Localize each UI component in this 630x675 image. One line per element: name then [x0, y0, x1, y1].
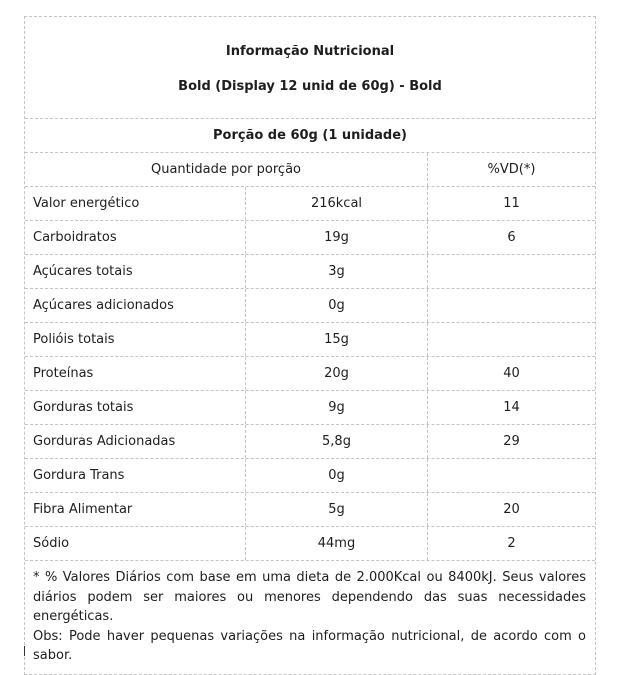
nutrient-vd: 40 [503, 366, 520, 381]
product-name: Bold (Display 12 unid de 60g) - Bold [178, 79, 442, 94]
table-row [25, 323, 595, 357]
nutrient-vd [428, 459, 595, 492]
nutrient-quantity: 3g [246, 255, 428, 288]
nutrient-name: Sódio [25, 527, 246, 560]
table-row [25, 357, 595, 391]
daily-values-note: * % Valores Diários com base em uma dieta de 2.000Kcal ou 8400kJ. Seus valores diários podem ser maiores ou menores dependendo das suas necessidades energéticas. [33, 570, 586, 624]
nutrient-vd: 20 [503, 502, 520, 517]
table-row [25, 221, 595, 255]
table-row [25, 391, 595, 425]
nutrient-quantity: 216kcal [246, 187, 428, 220]
column-header-row [25, 153, 595, 187]
nutrient-vd: 11 [503, 196, 520, 211]
vd-header: %VD(*) [487, 162, 536, 177]
table-row [25, 459, 595, 493]
nutrient-name: Valor energético [25, 187, 246, 220]
nutrition-facts-table [24, 16, 596, 675]
nutrient-quantity: 9g [246, 391, 428, 424]
flavor-variation-note: Obs: Pode haver pequenas variações na informação nutricional, de acordo com o sabor. [33, 628, 586, 663]
nutrient-name: Polióis totais [25, 323, 246, 356]
table-row [25, 493, 595, 527]
nutrient-name: Açúcares adicionados [25, 289, 246, 322]
table-row [25, 425, 595, 459]
edge-divider [24, 646, 25, 656]
nutrient-vd [428, 323, 595, 356]
nutrient-vd [428, 255, 595, 288]
table-header [25, 17, 595, 119]
nutrient-quantity: 5g [246, 493, 428, 526]
nutrient-quantity: 44mg [246, 527, 428, 560]
nutrient-quantity: 20g [246, 357, 428, 390]
nutrient-name: Proteínas [25, 357, 246, 390]
nutrient-quantity: 15g [246, 323, 428, 356]
nutrient-quantity: 19g [246, 221, 428, 254]
table-row [25, 187, 595, 221]
nutrient-vd: 2 [507, 536, 516, 551]
nutrient-quantity: 0g [246, 459, 428, 492]
nutrient-name: Gorduras Adicionadas [25, 425, 246, 458]
footnote [25, 561, 595, 674]
nutrient-name: Gordura Trans [25, 459, 246, 492]
nutrient-name: Fibra Alimentar [25, 493, 246, 526]
portion-label: Porção de 60g (1 unidade) [213, 128, 407, 143]
nutrient-quantity: 0g [246, 289, 428, 322]
table-row [25, 289, 595, 323]
nutrient-vd: 6 [507, 230, 516, 245]
table-row [25, 527, 595, 561]
nutrient-name: Açúcares totais [25, 255, 246, 288]
quantity-header: Quantidade por porção [25, 153, 428, 186]
nutrient-quantity: 5,8g [246, 425, 428, 458]
table-title: Informação Nutricional [225, 44, 395, 59]
nutrient-vd: 29 [503, 434, 520, 449]
nutrient-vd [428, 289, 595, 322]
nutrient-vd: 14 [503, 400, 520, 415]
table-row [25, 255, 595, 289]
portion-row [25, 119, 595, 153]
nutrient-name: Carboidratos [25, 221, 246, 254]
nutrient-name: Gorduras totais [25, 391, 246, 424]
